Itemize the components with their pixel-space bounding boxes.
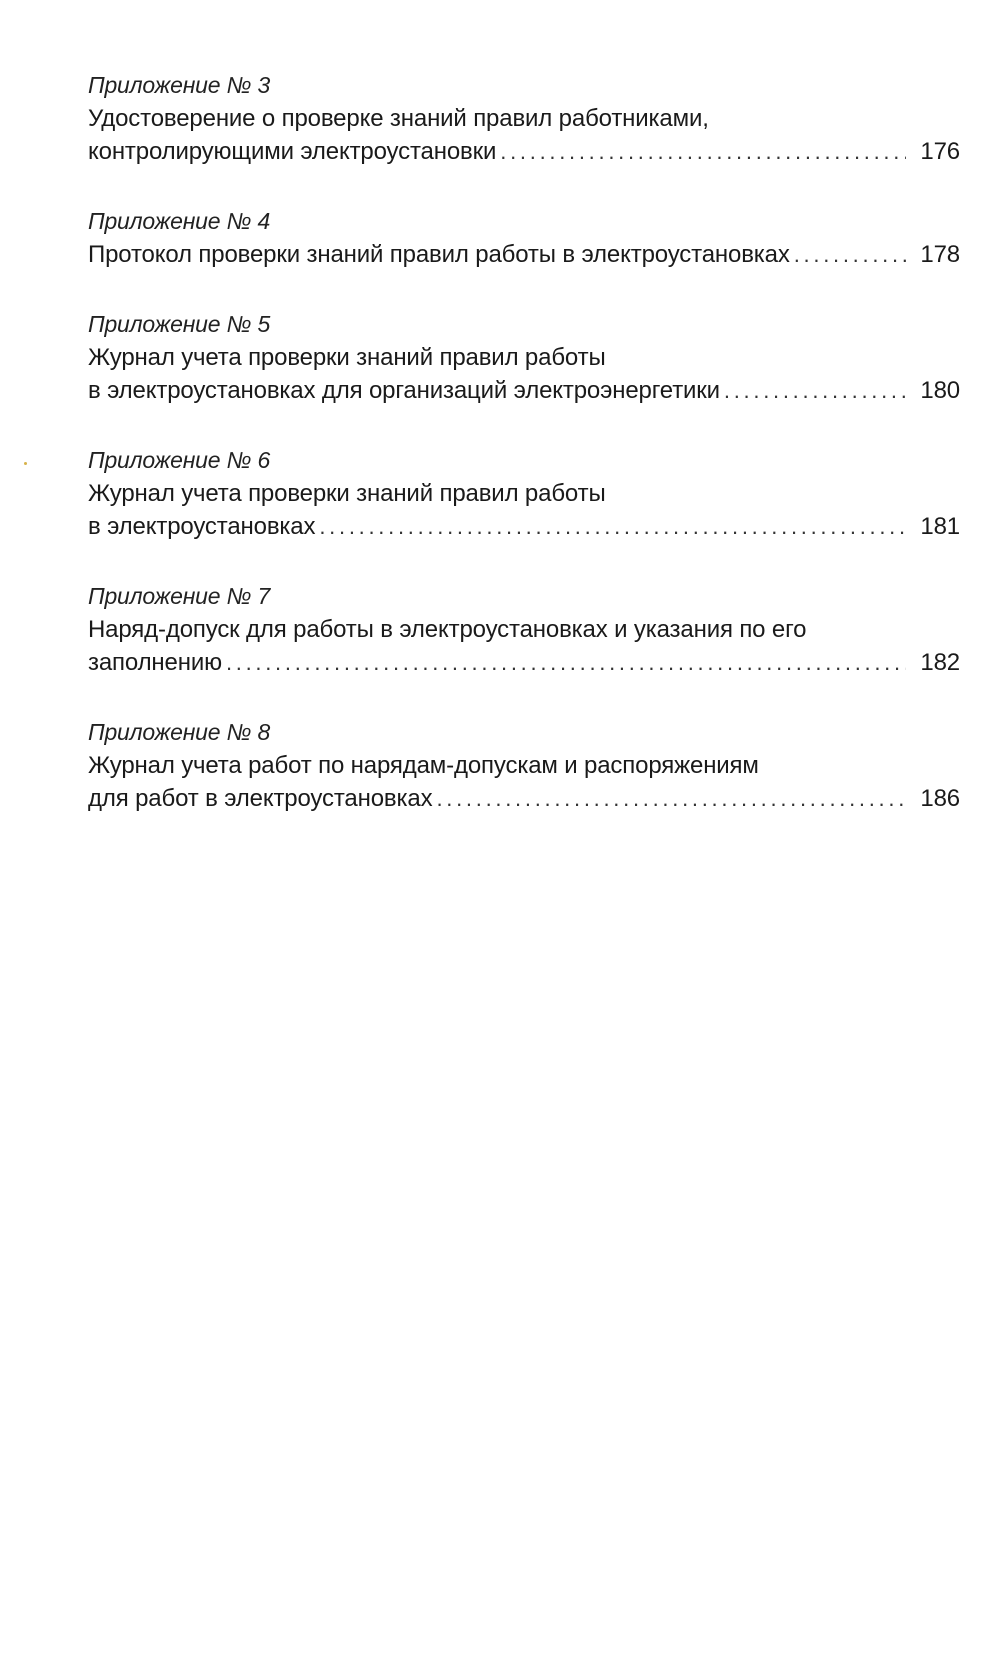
toc-entry-appendix-7[interactable] xyxy=(88,581,960,679)
entry-title-line: Удостоверение о проверке знаний правил работниками, xyxy=(88,105,709,132)
appendix-label: Приложение № 7 xyxy=(88,583,271,609)
page-number: 181 xyxy=(920,513,960,540)
entry-title-line: Журнал учета проверки знаний правил работы xyxy=(88,480,606,507)
entry-last-line xyxy=(88,374,960,407)
entry-last-line xyxy=(88,510,960,543)
appendix-label: Приложение № 5 xyxy=(88,311,271,337)
appendix-label: Приложение № 8 xyxy=(88,719,271,745)
dot-leader xyxy=(500,135,906,168)
toc-entry-appendix-6[interactable] xyxy=(88,445,960,543)
entry-title-end: Протокол проверки знаний правил работы в электроустановках xyxy=(88,241,790,268)
table-of-contents xyxy=(88,70,960,853)
toc-entry-appendix-5[interactable] xyxy=(88,309,960,407)
dot-leader xyxy=(794,238,906,271)
dot-leader xyxy=(436,782,906,815)
entry-last-line xyxy=(88,782,960,815)
entry-last-line xyxy=(88,135,960,168)
appendix-label: Приложение № 3 xyxy=(88,72,271,98)
entry-title-end: для работ в электроустановках xyxy=(88,785,433,812)
entry-title-line: Журнал учета работ по нарядам-допускам и распоряжениям xyxy=(88,752,759,779)
page-number: 182 xyxy=(920,649,960,676)
dot-leader xyxy=(319,510,906,543)
page-number: 180 xyxy=(920,377,960,404)
appendix-label: Приложение № 6 xyxy=(88,447,271,473)
entry-title-end: в электроустановках xyxy=(88,513,316,540)
appendix-label: Приложение № 4 xyxy=(88,208,271,234)
entry-title-end: в электроустановках для организаций электроэнергетики xyxy=(88,377,720,404)
dot-leader xyxy=(226,646,906,679)
page-number: 176 xyxy=(920,138,960,165)
toc-entry-appendix-8[interactable] xyxy=(88,717,960,815)
entry-title-end: заполнению xyxy=(88,649,222,676)
entry-last-line xyxy=(88,238,960,271)
toc-entry-appendix-3[interactable] xyxy=(88,70,960,168)
print-speck xyxy=(24,462,27,465)
entry-title-end: контролирующими электроустановки xyxy=(88,138,497,165)
entry-last-line xyxy=(88,646,960,679)
dot-leader xyxy=(724,374,906,407)
page-number: 186 xyxy=(920,785,960,812)
toc-entry-appendix-4[interactable] xyxy=(88,206,960,271)
entry-title-line: Журнал учета проверки знаний правил работы xyxy=(88,344,606,371)
entry-title-line: Наряд-допуск для работы в электроустановках и указания по его xyxy=(88,616,807,643)
page-number: 178 xyxy=(920,241,960,268)
